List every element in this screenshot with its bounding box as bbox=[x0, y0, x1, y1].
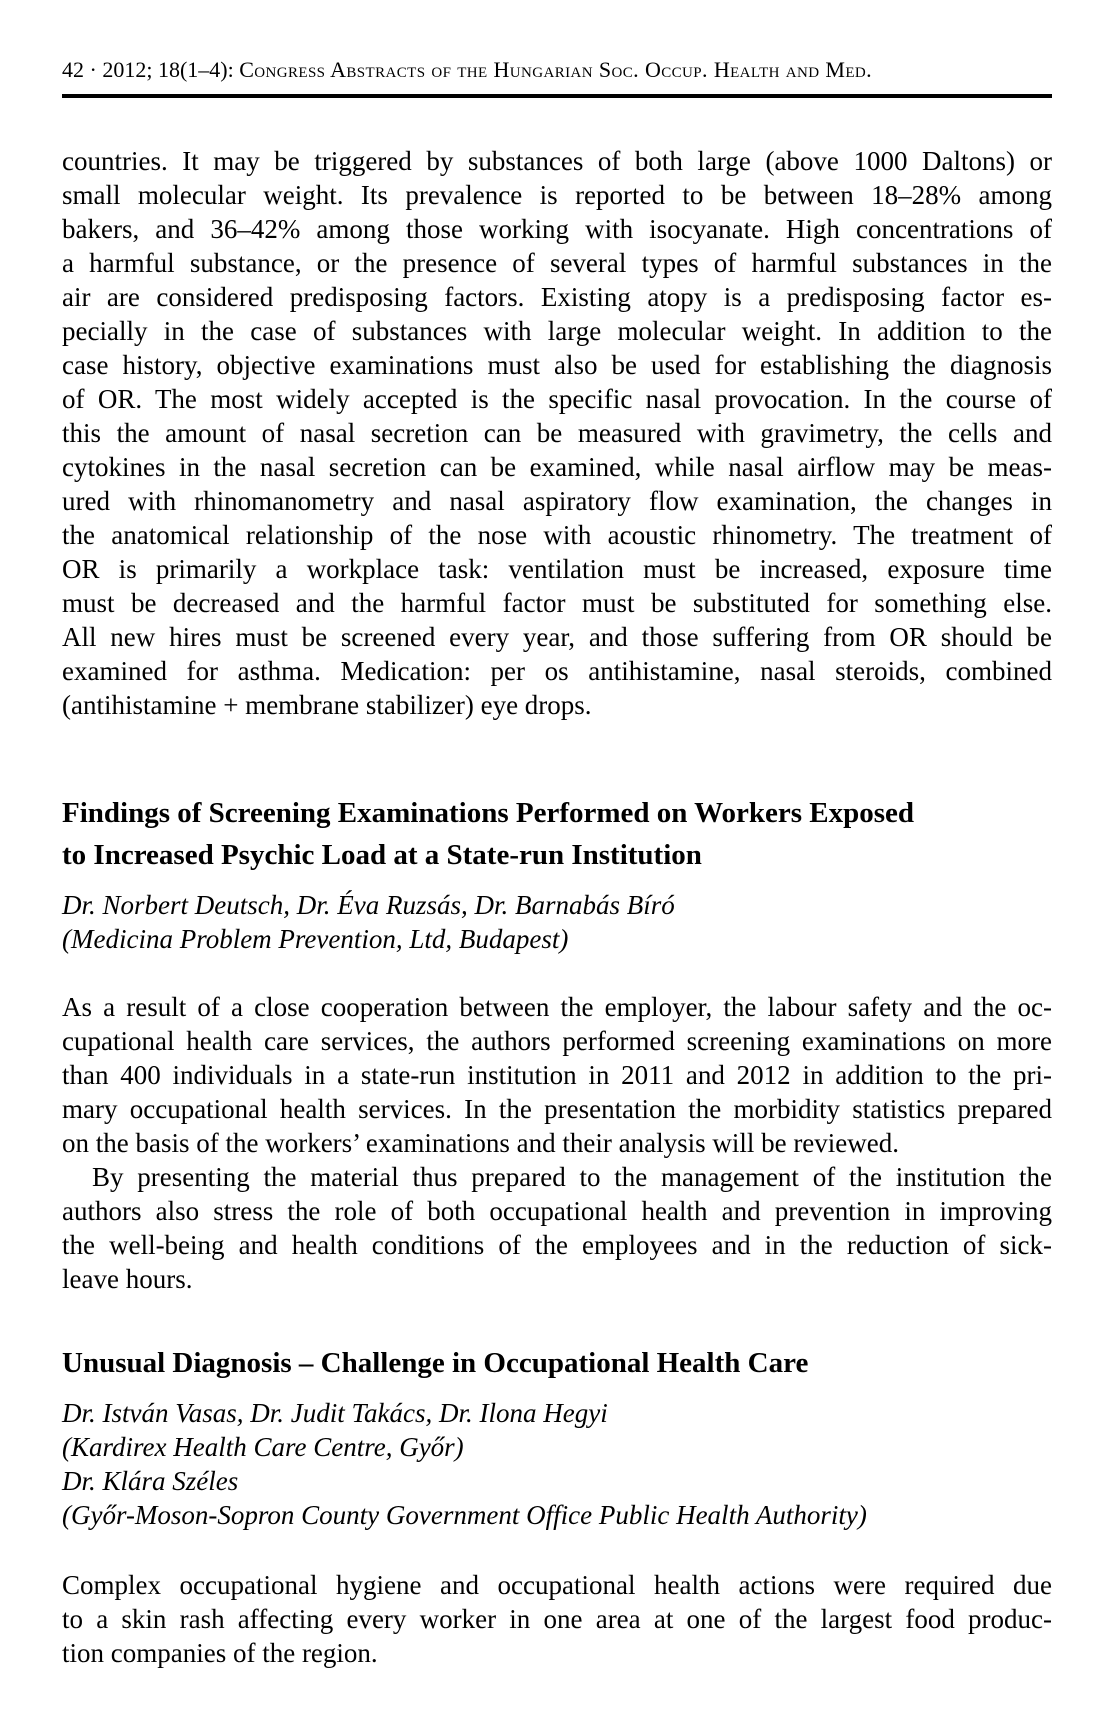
abstract-authors-unusual-diagnosis bbox=[62, 1396, 1052, 1532]
text-line: bakers, and 36–42% among those working with isocyanate. High concentrations of bbox=[62, 214, 1052, 244]
text-line: case history, objective examinations must also be used for establishing the diagnosis bbox=[62, 350, 1052, 380]
text-line: the well-being and health conditions of the employees and in the reduction of sick- bbox=[62, 1230, 1052, 1260]
text-line: ured with rhinomanometry and nasal aspiratory flow examination, the changes in bbox=[62, 486, 1052, 516]
text-line: to a skin rash affecting every worker in one area at one of the largest food produc- bbox=[62, 1604, 1052, 1634]
text-line: Dr. István Vasas, Dr. Judit Takács, Dr. Ilona Hegyi bbox=[62, 1398, 608, 1428]
text-line: Unusual Diagnosis – Challenge in Occupational Health Care bbox=[62, 1347, 809, 1379]
text-line: (antihistamine + membrane stabilizer) eye drops. bbox=[62, 690, 592, 720]
text-line: countries. It may be triggered by substances of both large (above 1000 Daltons) or bbox=[62, 146, 1052, 176]
journal-title: Congress Abstracts of the Hungarian Soc. Occup. Health and Med. bbox=[239, 57, 873, 82]
abstract-screening-paragraph-2 bbox=[62, 1160, 1052, 1296]
text-line: pecially in the case of substances with large molecular weight. In addition to the bbox=[62, 316, 1052, 346]
text-line: By presenting the material thus prepared to the management of the institution the bbox=[92, 1162, 1052, 1192]
text-line: examined for asthma. Medication: per os antihistamine, nasal steroids, combined bbox=[62, 656, 1052, 686]
text-line: authors also stress the role of both occupational health and prevention in improving bbox=[62, 1196, 1052, 1226]
page-number-volume-citation: 42 · 2012; 18(1–4): bbox=[62, 57, 240, 82]
text-line: small molecular weight. Its prevalence is reported to be between 18–28% among bbox=[62, 180, 1052, 210]
abstract-title-screening bbox=[62, 792, 1052, 876]
text-line: All new hires must be screened every year, and those suffering from OR should be bbox=[62, 622, 1052, 652]
text-line: a harmful substance, or the presence of several types of harmful substances in the bbox=[62, 248, 1052, 278]
running-header bbox=[62, 56, 1052, 98]
text-line: tion companies of the region. bbox=[62, 1638, 378, 1668]
text-line: cupational health care services, the authors performed screening examinations on more bbox=[62, 1026, 1052, 1056]
text-line: on the basis of the workers’ examinations and their analysis will be reviewed. bbox=[62, 1128, 900, 1158]
text-line: (Medicina Problem Prevention, Ltd, Budapest) bbox=[62, 924, 569, 954]
text-line: Complex occupational hygiene and occupational health actions were required due bbox=[62, 1570, 1052, 1600]
text-line: must be decreased and the harmful factor must be substituted for something else. bbox=[62, 588, 1052, 618]
text-line: than 400 individuals in a state-run institution in 2011 and 2012 in addition to the pri- bbox=[62, 1060, 1052, 1090]
text-line: mary occupational health services. In the presentation the morbidity statistics prepared bbox=[62, 1094, 1052, 1124]
text-line: As a result of a close cooperation between the employer, the labour safety and the oc- bbox=[62, 992, 1052, 1022]
abstract-authors-screening bbox=[62, 888, 1052, 956]
text-line: leave hours. bbox=[62, 1264, 193, 1294]
text-line: air are considered predisposing factors. Existing atopy is a predisposing factor es- bbox=[62, 282, 1052, 312]
text-line: Findings of Screening Examinations Performed on Workers Exposed bbox=[62, 797, 915, 829]
text-line: Dr. Norbert Deutsch, Dr. Éva Ruzsás, Dr. Barnabás Bíró bbox=[62, 890, 675, 920]
abstract-unusual-paragraph bbox=[62, 1568, 1052, 1670]
text-line: (Kardirex Health Care Centre, Győr) bbox=[62, 1432, 464, 1462]
text-line: Dr. Klára Széles bbox=[62, 1466, 239, 1496]
text-line: to Increased Psychic Load at a State-run Institution bbox=[62, 839, 702, 871]
text-line: cytokines in the nasal secretion can be examined, while nasal airflow may be meas- bbox=[62, 452, 1052, 482]
abstract-screening-paragraph-1 bbox=[62, 990, 1052, 1160]
text-line: OR is primarily a workplace task: ventilation must be increased, exposure time bbox=[62, 554, 1052, 584]
text-line: the anatomical relationship of the nose with acoustic rhinometry. The treatment of bbox=[62, 520, 1052, 550]
text-line: (Győr-Moson-Sopron County Government Office Public Health Authority) bbox=[62, 1500, 867, 1530]
continued-abstract-paragraph bbox=[62, 144, 1052, 722]
abstract-title-unusual-diagnosis bbox=[62, 1342, 1052, 1384]
text-line: this the amount of nasal secretion can be measured with gravimetry, the cells and bbox=[62, 418, 1052, 448]
text-line: of OR. The most widely accepted is the specific nasal provocation. In the course of bbox=[62, 384, 1052, 414]
